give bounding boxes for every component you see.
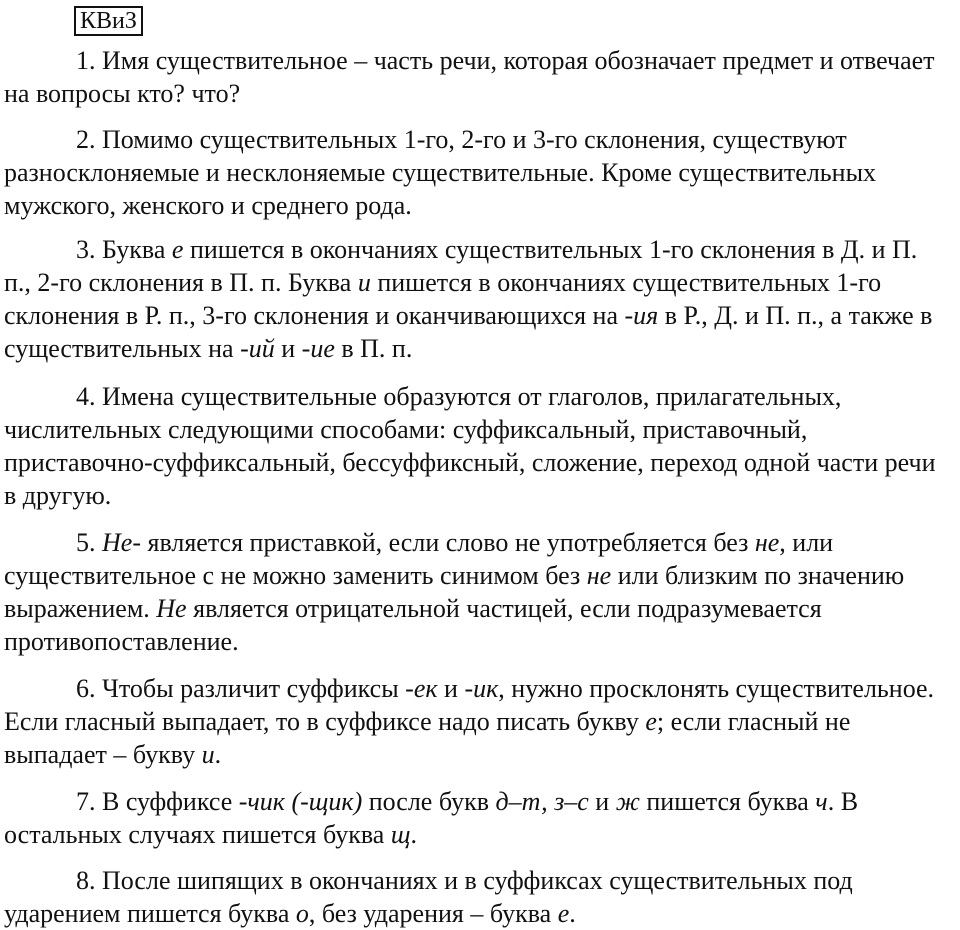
italic-text-run: и xyxy=(357,268,371,297)
paragraph-3 xyxy=(4,233,950,365)
text-run: 7. В суффиксе xyxy=(76,787,239,816)
text-run: и xyxy=(437,674,465,703)
italic-text-run: -ик xyxy=(464,674,499,703)
text-run: . xyxy=(569,899,576,928)
text-run: является приставкой, если слово не употребляется без xyxy=(140,528,755,557)
text-run: 2. Помимо существительных 1-го, 2-го и 3-го склонения, существуют разносклоняемые и несклоняемые существительные. Кроме существительных мужского, женского и среднего рода. xyxy=(4,125,877,220)
italic-text-run: -ия xyxy=(624,301,659,330)
text-run: . xyxy=(214,740,222,769)
text-run: 3. Буква xyxy=(76,235,172,264)
text-run: 6. Чтобы различит суффиксы xyxy=(76,674,406,703)
text-run: ; если гласный не выпадает – букву xyxy=(4,707,851,769)
italic-text-run: е xyxy=(557,899,570,928)
italic-text-run: -ий xyxy=(240,334,275,363)
section-label: КВиЗ xyxy=(74,6,143,36)
italic-text-run: ж xyxy=(615,787,640,816)
text-run: и xyxy=(274,334,302,363)
italic-text-run: о xyxy=(295,899,309,928)
text-run: 8. После шипящих в окончаниях и в суффиксах существительных под ударением пишется буква xyxy=(4,866,853,928)
italic-text-run: -ек xyxy=(405,674,438,703)
italic-text-run: д–т, з–с xyxy=(495,787,589,816)
text-run: и xyxy=(588,787,616,816)
italic-text-run: и xyxy=(201,740,215,769)
italic-text-run: щ xyxy=(390,820,411,849)
italic-text-run: Не- xyxy=(102,528,141,557)
text-run: пишется в окончаниях существительных 1-го склонения в Р. п., 3-го склонения и оканчивающихся на xyxy=(4,268,882,330)
paragraph-8 xyxy=(4,864,950,930)
text-run: пишется буква xyxy=(639,787,816,816)
paragraph-2 xyxy=(4,123,950,222)
paragraph-7 xyxy=(4,785,950,851)
italic-text-run: -ие xyxy=(301,334,335,363)
italic-text-run: не xyxy=(754,528,780,557)
paragraph-1 xyxy=(4,44,950,110)
text-run: , без ударения – буква xyxy=(308,899,558,928)
text-run: , нужно просклонять существительное. Если гласный выпадает, то в суффиксе надо писать букву xyxy=(4,674,935,736)
text-run: . xyxy=(410,820,417,849)
italic-text-run: е xyxy=(645,707,657,736)
text-run: в Р., Д. и П. п., а также в существительных на xyxy=(4,301,933,363)
text-run: 5. xyxy=(76,528,102,557)
paragraph-6 xyxy=(4,672,950,771)
text-run: , или существительное с не можно заменить синимом без xyxy=(4,528,834,590)
text-run: после букв xyxy=(362,787,496,816)
text-run: в П. п. xyxy=(334,334,413,363)
text-run: пишется в окончаниях существительных 1-го склонения в Д. и П. п., 2-го склонения в П. п. Буква xyxy=(4,235,918,297)
text-run: является отрицательной частицей, если подразумевается противопоставление. xyxy=(4,594,822,656)
text-run: 1. Имя существительное – часть речи, которая обозначает предмет и отвечает на вопросы кто? что? xyxy=(4,46,935,108)
italic-text-run: е xyxy=(171,235,184,264)
italic-text-run: -чик (-щик) xyxy=(238,787,363,816)
text-run: . В остальных случаях пишется буква xyxy=(4,787,859,849)
text-run: 4. Имена существительные образуются от глаголов, прилагательных, числительных следующими способами: суффиксальный, приставочный, приставочно-суффиксальный, бессуффиксный, сложение, переход одной части речи в другую. xyxy=(4,382,936,510)
italic-text-run: Не xyxy=(156,594,187,623)
text-run: или близким по значению выражением. xyxy=(4,561,905,623)
italic-text-run: ч xyxy=(815,787,828,816)
italic-text-run: не xyxy=(586,561,612,590)
paragraph-4 xyxy=(4,380,950,512)
paragraph-5 xyxy=(4,526,950,658)
